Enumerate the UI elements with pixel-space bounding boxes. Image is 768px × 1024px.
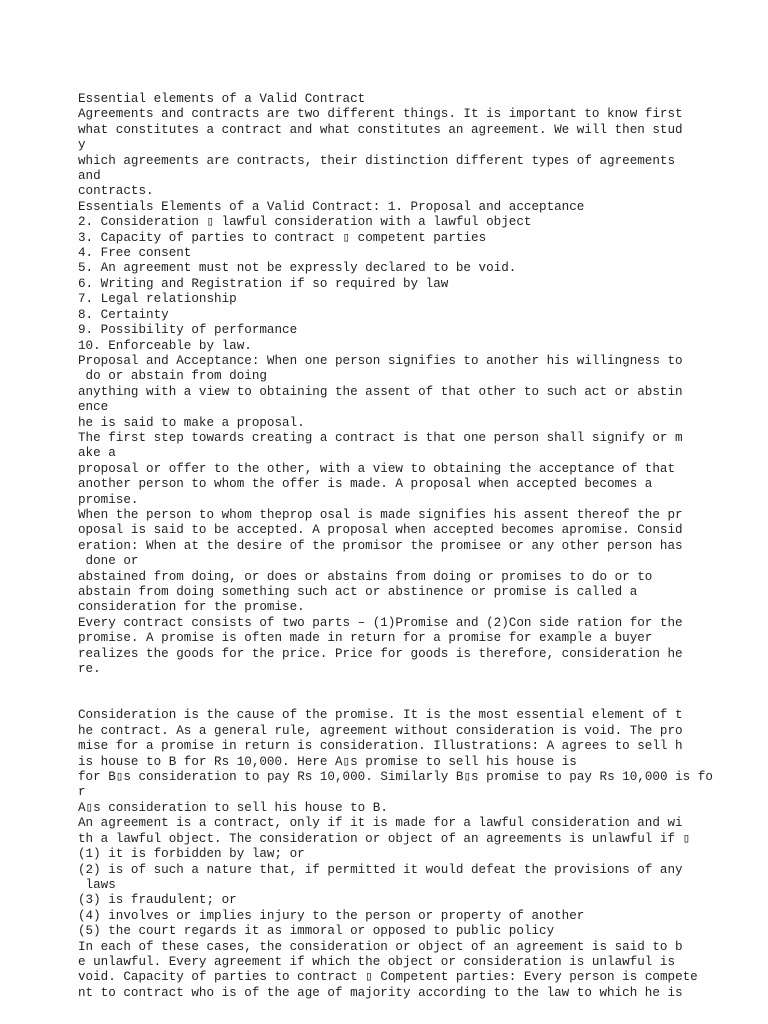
text-line: th a lawful object. The consideration or object of an agreements is unlawful if ▯ — [78, 831, 691, 846]
text-line: anything with a view to obtaining the assent of that other to such act or abstin — [78, 384, 683, 399]
text-line: abstain from doing something such act or abstinence or promise is called a — [78, 585, 638, 599]
text-line: 6. Writing and Registration if so required by law — [78, 276, 449, 291]
text-line: mise for a promise in return is consideration. Illustrations: A agrees to sell h — [78, 739, 683, 754]
text-line: (5) the court regards it as immoral or opposed to public policy — [78, 924, 555, 939]
text-line: (3) is fraudulent; or — [78, 893, 237, 908]
text-line: void. Capacity of parties to contract ▯ Competent parties: Every person is compete — [78, 970, 698, 985]
text-line: Proposal and Acceptance: When one person signifies to another his willingness to — [78, 353, 683, 368]
text-line: Consideration is the cause of the promise. It is the most essential element of t — [78, 708, 683, 723]
text-line: contracts. — [78, 184, 154, 199]
text-line: 8. Certainty — [78, 307, 169, 322]
text-line: abstained from doing, or does or abstains from doing or promises to do or to — [78, 569, 653, 584]
text-line: 9. Possibility of performance — [78, 323, 298, 338]
document-page — [78, 92, 758, 1001]
text-line: ence — [78, 400, 109, 415]
text-line: 2. Consideration ▯ lawful consideration with a lawful object — [78, 215, 532, 230]
text-line: A▯s consideration to sell his house to B. — [78, 800, 388, 815]
document-section-2 — [78, 708, 758, 1001]
text-line: oposal is said to be accepted. A proposal when accepted becomes apromise. Consid — [78, 523, 683, 538]
text-line: 10. Enforceable by law. — [78, 338, 252, 353]
text-line: 3. Capacity of parties to contract ▯ competent parties — [78, 230, 487, 245]
text-line: e unlawful. Every agreement if which the object or consideration is unlawful is — [78, 954, 676, 969]
text-line: Essentials Elements of a Valid Contract: 1. Proposal and acceptance — [78, 199, 585, 214]
text-line: nt to contract who is of the age of majority according to the law to which he is — [78, 985, 683, 1000]
text-line: An agreement is a contract, only if it is made for a lawful consideration and wi — [78, 816, 683, 831]
text-line: another person to whom the offer is made. A proposal when accepted becomes a — [78, 477, 653, 492]
section-gap — [78, 677, 758, 708]
text-line: When the person to whom theprop osal is made signifies his assent thereof the pr — [78, 507, 683, 522]
text-line: r — [78, 785, 86, 800]
text-line: y — [78, 138, 86, 153]
text-line: In each of these cases, the consideration or object of an agreement is said to b — [78, 939, 683, 954]
text-line: proposal or offer to the other, with a view to obtaining the acceptance of that — [78, 461, 676, 476]
text-line: is house to B for Rs 10,000. Here A▯s promise to sell his house is — [78, 754, 577, 769]
text-line: ake a — [78, 446, 116, 461]
text-line: he is said to make a proposal. — [78, 415, 305, 430]
text-line: The first step towards creating a contract is that one person shall signify or m — [78, 430, 683, 445]
text-line: realizes the goods for the price. Price for goods is therefore, consideration he — [78, 646, 683, 661]
text-line: what constitutes a contract and what constitutes an agreement. We will then stud — [78, 122, 683, 137]
text-line: promise. — [78, 492, 139, 507]
text-line: 4. Free consent — [78, 246, 192, 261]
text-line: and — [78, 169, 101, 184]
text-line: re. — [78, 662, 101, 677]
text-line: (4) involves or implies injury to the person or property of another — [78, 908, 585, 923]
text-line: laws — [78, 877, 116, 892]
text-line: eration: When at the desire of the promisor the promisee or any other person has — [78, 538, 683, 553]
document-section-1 — [78, 92, 758, 677]
text-line: which agreements are contracts, their distinction different types of agreements — [78, 153, 676, 168]
text-line: he contract. As a general rule, agreement without consideration is void. The pro — [78, 723, 683, 738]
text-line: Every contract consists of two parts – (1)Promise and (2)Con side ration for the — [78, 615, 683, 630]
text-line: (2) is of such a nature that, if permitted it would defeat the provisions of any — [78, 862, 683, 877]
text-line: consideration for the promise. — [78, 600, 305, 615]
text-line: promise. A promise is often made in return for a promise for example a buyer — [78, 631, 653, 646]
text-line: Agreements and contracts are two different things. It is important to know first — [78, 107, 683, 122]
text-line: done or — [78, 554, 139, 569]
text-line: 5. An agreement must not be expressly declared to be void. — [78, 261, 517, 276]
text-line: for B▯s consideration to pay Rs 10,000. Similarly B▯s promise to pay Rs 10,000 is fo — [78, 770, 713, 785]
text-line: (1) it is forbidden by law; or — [78, 847, 305, 862]
text-line: do or abstain from doing — [78, 369, 267, 384]
text-line: 7. Legal relationship — [78, 292, 237, 307]
text-line: Essential elements of a Valid Contract — [78, 92, 366, 106]
